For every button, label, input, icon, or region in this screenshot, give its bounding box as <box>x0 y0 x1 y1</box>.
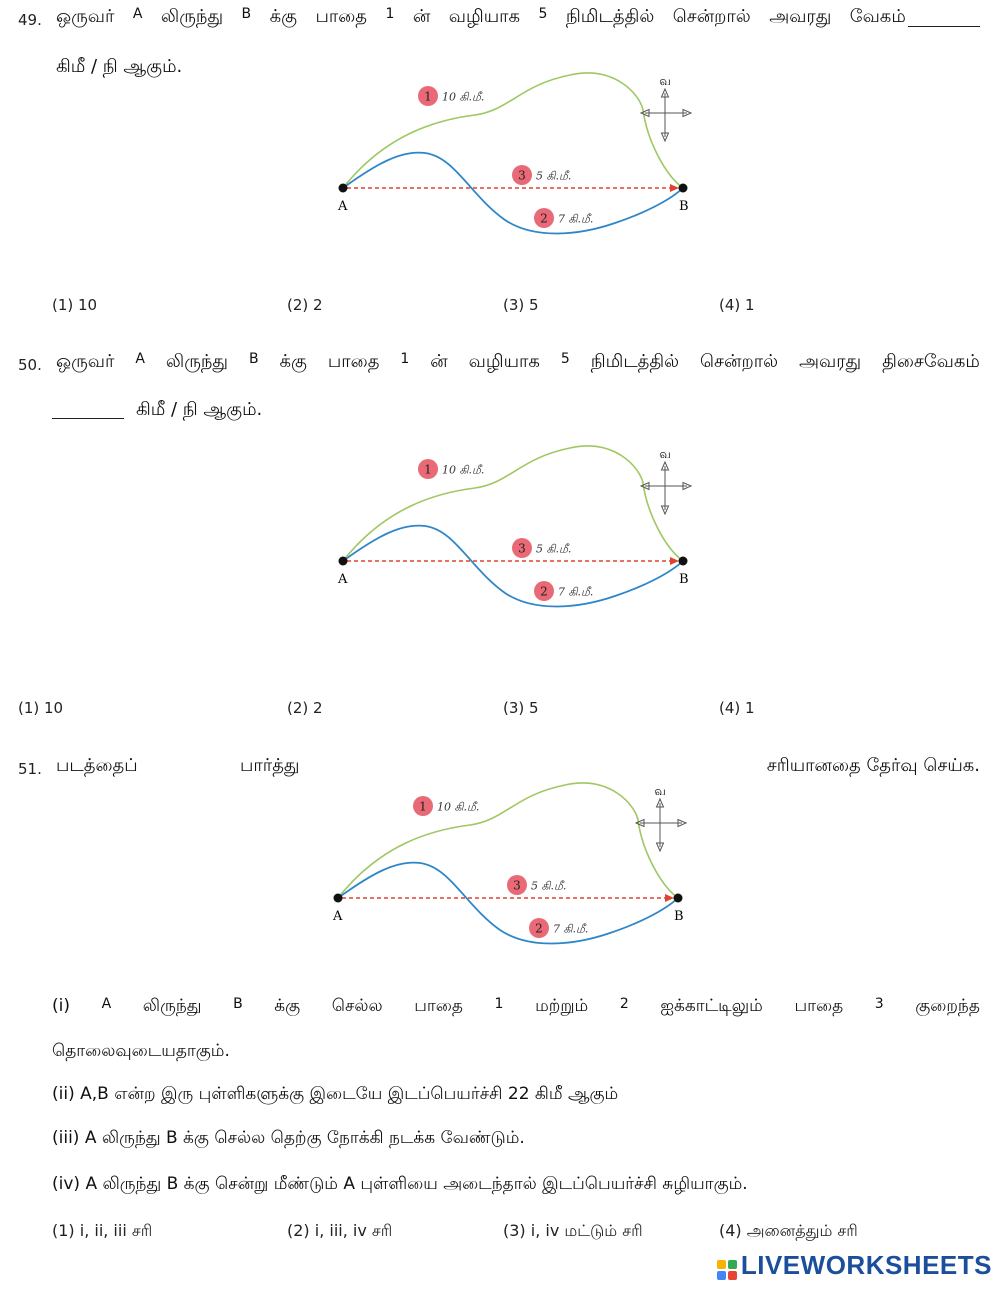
q49-line1-word: A <box>132 6 143 22</box>
point-a-dot <box>339 184 348 193</box>
q51-number: 51. <box>18 760 42 778</box>
q49-question-line1 <box>56 6 906 29</box>
compass-north-label: வ <box>654 784 666 798</box>
q51-stmt-i-word: செல்ல <box>331 996 383 1016</box>
path-3-badge-number: 3 <box>518 541 526 556</box>
q50-line1-word: ஒருவர் <box>56 351 115 372</box>
path-3-badge-number: 3 <box>518 168 526 183</box>
path-3-arrowhead <box>665 894 674 902</box>
liveworksheets-logo-icon <box>717 1260 737 1280</box>
q50-path-diagram <box>325 438 705 618</box>
liveworksheets-logo-text: LIVEWORKSHEETS <box>740 1250 992 1280</box>
q50-option-2[interactable]: (2) 2 <box>287 699 323 717</box>
path-1-badge-number: 1 <box>424 89 432 104</box>
q50-line1-word: சென்றால் <box>700 351 779 372</box>
q51-statement-i <box>52 996 980 1018</box>
q49-option-3[interactable]: (3) 5 <box>503 296 539 314</box>
point-b-label: B <box>679 199 689 214</box>
q51-stmt-i-word: B <box>233 996 243 1012</box>
q50-line1-word: A <box>135 351 145 367</box>
q49-line1-word: பாதை <box>315 6 368 27</box>
q51-stmt-i-word: க்கு <box>274 996 301 1016</box>
point-b-label: B <box>674 909 684 924</box>
q49-line1-word: லிருந்து <box>160 6 224 27</box>
q51-option-1[interactable]: (1) i, ii, iii சரி <box>52 1221 153 1240</box>
path-2-distance-label: 7 கி.மீ. <box>558 212 594 226</box>
q50-question-line1 <box>56 351 980 374</box>
q50-answer-blank[interactable] <box>52 404 124 423</box>
path-1-distance-label: 10 கி.மீ. <box>437 800 480 814</box>
q49-line1-word: வேகம் <box>849 6 906 27</box>
q49-line1-word: 1 <box>385 6 395 22</box>
path-3-badge-number: 3 <box>513 878 521 893</box>
q49-line1-word: க்கு <box>269 6 297 27</box>
q51-stmt-i-word: லிருந்து <box>142 996 202 1016</box>
path-2-badge-number: 2 <box>535 921 543 936</box>
q51-stmt-i-word: ஐக்காட்டிலும் <box>660 996 763 1016</box>
point-b-label: B <box>679 572 689 587</box>
path-1-badge-number: 1 <box>424 462 432 477</box>
path-2-badge-number: 2 <box>540 211 548 226</box>
q49-line1-word: சென்றால் <box>672 6 751 27</box>
q49-line1-word: வழியாக <box>448 6 521 27</box>
path-3-distance-label: 5 கி.மீ. <box>531 879 567 893</box>
path-2-distance-label: 7 கி.மீ. <box>558 585 594 599</box>
path-1-badge-number: 1 <box>419 799 427 814</box>
q51-statement-i-line2: தொலைவுடையதாகும். <box>52 1041 230 1061</box>
q50-line1-word: ன் <box>430 351 448 372</box>
compass-north-label: வ <box>659 74 671 88</box>
path-2-line <box>343 526 683 607</box>
q50-line1-word: நிமிடத்தில் <box>590 351 680 372</box>
q49-line1-word: B <box>241 6 252 22</box>
q49-answer-blank[interactable] <box>908 12 980 31</box>
path-2-line <box>343 153 683 234</box>
q51-option-4[interactable]: (4) அனைத்தும் சரி <box>719 1221 858 1240</box>
q49-line1-word: அவரது <box>769 6 832 27</box>
q51-stmt-i-word: மற்றும் <box>535 996 589 1016</box>
q49-option-4[interactable]: (4) 1 <box>719 296 755 314</box>
q49-option-2[interactable]: (2) 2 <box>287 296 323 314</box>
point-a-dot <box>339 557 348 566</box>
q50-question-line2: கிமீ / நி ஆகும். <box>136 399 263 420</box>
path-1-distance-label: 10 கி.மீ. <box>442 463 485 477</box>
q51-stmt-i-word: (i) <box>52 996 70 1016</box>
point-a-dot <box>334 894 343 903</box>
q50-line1-word: அவரது <box>799 351 862 372</box>
q50-option-4[interactable]: (4) 1 <box>719 699 755 717</box>
q51-option-3[interactable]: (3) i, iv மட்டும் சரி <box>503 1221 643 1240</box>
q49-line1-word: ன் <box>412 6 431 27</box>
q51-stmt-i-word: 1 <box>494 996 504 1012</box>
liveworksheets-logo <box>717 1250 992 1281</box>
q51-stmt-i-word: பாதை <box>794 996 844 1016</box>
q51-path-diagram <box>320 775 700 955</box>
q51-stmt-i-word: பாதை <box>414 996 463 1016</box>
q51-stmt-i-word: குறைந்த <box>915 996 980 1016</box>
path-2-line <box>338 863 678 944</box>
q50-number: 50. <box>18 356 42 374</box>
q51-stmt-i-word: A <box>101 996 112 1012</box>
q49-number: 49. <box>18 11 42 29</box>
path-2-badge-number: 2 <box>540 584 548 599</box>
point-a-label: A <box>338 199 348 214</box>
q50-line1-word: க்கு <box>279 351 307 372</box>
q50-line1-word: 5 <box>560 351 570 367</box>
compass-north-label: வ <box>659 447 671 461</box>
point-b-dot <box>679 184 688 193</box>
point-a-label: A <box>333 909 343 924</box>
q51-statement-ii: (ii) A,B என்ற இரு புள்ளிகளுக்கு இடையே இடப்பெயர்ச்சி 22 கிமீ ஆகும் <box>52 1084 619 1104</box>
q49-question-line2: கிமீ / நி ஆகும். <box>56 56 183 77</box>
q51-stmt-i-word: 2 <box>619 996 629 1012</box>
q50-option-1[interactable]: (1) 10 <box>18 699 64 717</box>
q49-path-diagram <box>325 65 705 245</box>
q51-option-2[interactable]: (2) i, iii, iv சரி <box>287 1221 393 1240</box>
q50-line1-word: பாதை <box>327 351 380 372</box>
path-2-distance-label: 7 கி.மீ. <box>553 922 589 936</box>
q49-option-1[interactable]: (1) 10 <box>52 296 98 314</box>
q50-line1-word: B <box>248 351 259 367</box>
path-1-distance-label: 10 கி.மீ. <box>442 90 485 104</box>
q50-line1-word: வழியாக <box>468 351 540 372</box>
point-b-dot <box>679 557 688 566</box>
path-3-arrowhead <box>670 557 679 565</box>
q50-line1-word: லிருந்து <box>165 351 229 372</box>
path-3-distance-label: 5 கி.மீ. <box>536 542 572 556</box>
q49-line1-word: நிமிடத்தில் <box>565 6 655 27</box>
q49-line1-word: ஒருவர் <box>56 6 115 27</box>
q51-word-3: சரியானதை தேர்வு செய்க. <box>766 755 980 776</box>
q51-stmt-i-word: 3 <box>874 996 884 1012</box>
q51-statement-iii: (iii) A லிருந்து B க்கு செல்ல தெற்கு நோக்கி நடக்க வேண்டும். <box>52 1128 525 1148</box>
point-a-label: A <box>338 572 348 587</box>
q50-option-3[interactable]: (3) 5 <box>503 699 539 717</box>
q50-line1-word: 1 <box>400 351 410 367</box>
path-3-arrowhead <box>670 184 679 192</box>
q51-statement-iv: (iv) A லிருந்து B க்கு சென்று மீண்டும் A புள்ளியை அடைந்தால் இடப்பெயர்ச்சி சுழியாகும். <box>52 1174 748 1194</box>
path-3-distance-label: 5 கி.மீ. <box>536 169 572 183</box>
q51-word-1: படத்தைப் <box>56 755 138 776</box>
point-b-dot <box>674 894 683 903</box>
q49-line1-word: 5 <box>538 6 548 22</box>
q50-line1-word: திசைவேகம் <box>882 351 980 372</box>
q51-word-2: பார்த்து <box>240 755 300 776</box>
